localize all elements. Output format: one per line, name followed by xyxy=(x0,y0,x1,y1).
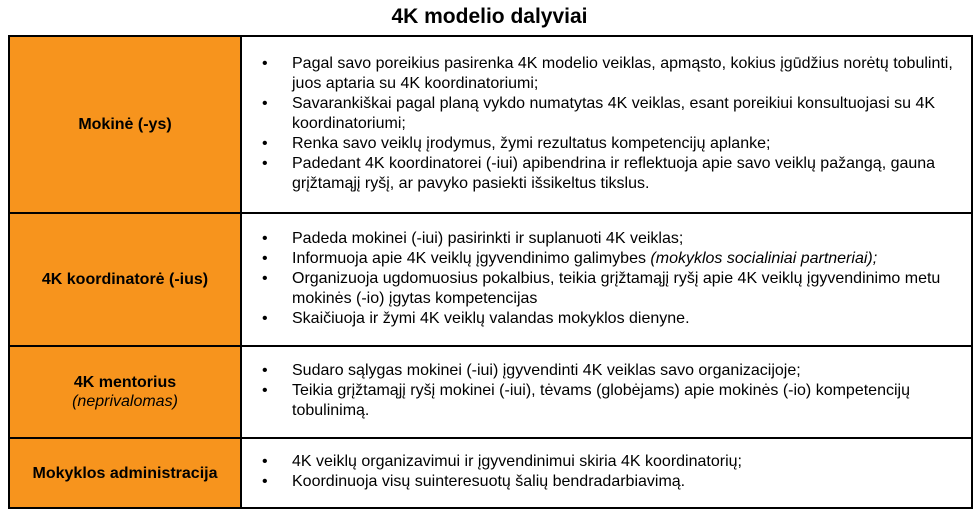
list-item: • Koordinuoja visų suinteresuotų šalių bendradarbiavimą. xyxy=(292,472,963,492)
list-item: • Renka savo veiklų įrodymus, žymi rezultatus kompetencijų aplanke; xyxy=(292,134,963,154)
table-row xyxy=(9,346,972,438)
duty-list xyxy=(242,54,963,194)
list-item: • Organizuoja ugdomuosius pokalbius, teikia grįžtamąjį ryšį apie 4K veiklų įgyvendinimo metu mokinės (-io) įgytas kompetencijas xyxy=(292,269,963,309)
description-cell xyxy=(241,346,972,438)
participants-table xyxy=(8,35,973,509)
role-cell xyxy=(9,438,241,508)
description-cell xyxy=(241,213,972,346)
duty-list xyxy=(242,452,963,492)
list-item: • Teikia grįžtamąjį ryšį mokinei (-iui), tėvams (globėjams) apie mokinės (-io) kompetencijų tobulinimą. xyxy=(292,381,963,421)
role-cell xyxy=(9,36,241,213)
description-cell xyxy=(241,438,972,508)
list-item xyxy=(292,249,963,269)
list-item: • Padedant 4K koordinatorei (-iui) apibendrina ir reflektuoja apie savo veiklų pažangą, gauna grįžtamąjį ryšį, ar pavyko pasiekti išsikeltus tikslus. xyxy=(292,154,963,194)
description-cell xyxy=(241,36,972,213)
list-item: • Sudaro sąlygas mokinei (-iui) įgyvendinti 4K veiklas savo organizacijoje; xyxy=(292,361,963,381)
duty-list xyxy=(242,229,963,329)
role-cell xyxy=(9,213,241,346)
table-row xyxy=(9,36,972,213)
role-label: 4K koordinatorė (-ius) xyxy=(41,271,209,288)
role-cell xyxy=(9,346,241,438)
list-item: • Savarankiškai pagal planą vykdo numatytas 4K veiklas, esant poreikiui konsultuojasi su 4K koordinatoriumi; xyxy=(292,94,963,134)
list-item: • Skaičiuoja ir žymi 4K veiklų valandas mokyklos dienyne. xyxy=(292,309,963,329)
list-item-note: (mokyklos socialiniai partneriai); xyxy=(650,249,878,267)
table-row xyxy=(9,438,972,508)
list-item-text: Informuoja apie 4K veiklų įgyvendinimo galimybes xyxy=(292,249,646,267)
page-title: 4K modelio dalyviai xyxy=(391,5,588,28)
role-label: Mokyklos administracija xyxy=(32,464,218,482)
role-label: Mokinė (-ys) xyxy=(78,116,172,133)
table-row xyxy=(9,213,972,346)
list-item: • Padeda mokinei (-iui) pasirinkti ir suplanuoti 4K veiklas; xyxy=(292,229,963,249)
list-item: • Pagal savo poreikius pasirenka 4K modelio veiklas, apmąsto, kokius įgūdžius norėtų tobulinti, juos aptaria su 4K koordinatoriumi; xyxy=(292,54,963,94)
list-item: • 4K veiklų organizavimui ir įgyvendinimui skiria 4K koordinatorių; xyxy=(292,452,963,472)
role-sublabel: (neprivalomas) xyxy=(72,393,178,410)
duty-list xyxy=(242,361,963,421)
role-label: 4K mentorius xyxy=(73,374,177,391)
